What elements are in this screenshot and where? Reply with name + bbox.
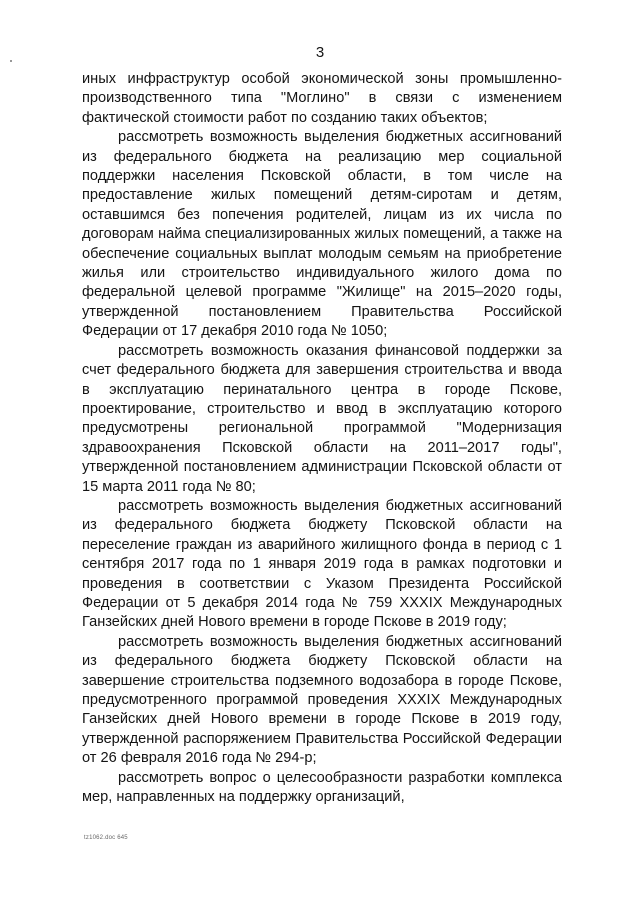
paragraph-2: рассмотреть возможность выделения бюджетных ассигнований из федерального бюджета на реализацию мер социальной поддержки населения Псковской области, в том числе на предоставление жилых помещений детям-сиротам и детям, оставшимся без попечения родителей, лицам из их числа по договорам найма специализированных жилых помещений, а также на обеспечение социальных выплат молодым семьям на приобретение жилья или строительство индивидуального жилого дома по федеральной целевой программе "Жилище" на 2015–2020 годы, утвержденной постановлением Правительства Российской Федерации от 17 декабря 2010 года № 1050; — [82, 129, 562, 340]
paragraph-4: рассмотреть возможность выделения бюджетных ассигнований из федерального бюджета бюджету Псковской области на переселение граждан из аварийного жилищного фонда в период с 1 сентября 2017 года по 1 января 2019 года в рамках подготовки и проведения в соответствии с Указом Президента Российской Федерации от 5 декабря 2014 года № 759 XXXIX Международных Ганзейских дней Нового времени в городе Пскове в 2019 году; — [82, 497, 562, 631]
paragraph-6: рассмотреть вопрос о целесообразности разработки комплекса мер, направленных на поддержку организаций, — [82, 769, 562, 806]
file-footer: tz1062.doc 645 — [84, 835, 128, 841]
paragraph-1: иных инфраструктур особой экономической зоны промышленно-производственного типа "Моглино" в связи с изменением фактической стоимости работ по созданию таких объектов; — [82, 71, 562, 126]
document-body — [82, 70, 562, 807]
page-number: 3 — [315, 44, 325, 61]
paragraph-3: рассмотреть возможность оказания финансовой поддержки за счет федерального бюджета для завершения строительства и ввода в эксплуатацию перинатального центра в городе Пскове, проектирование, строительство и ввод в эксплуатацию которого предусмотрены региональной программой "Модернизация здравоохранения Псковской области на 2011–2017 годы", утвержденной постановлением администрации Псковской области от 15 марта 2011 года № 80; — [82, 342, 562, 495]
paragraph-5: рассмотреть возможность выделения бюджетных ассигнований из федерального бюджета бюджету Псковской области на завершение строительства подземного водозабора в городе Пскове, предусмотренного программой проведения XXXIX Международных Ганзейских дней Нового времени в городе Пскове в 2019 году, утвержденной распоряжением Правительства Российской Федерации от 26 февраля 2016 года № 294-р; — [82, 633, 562, 767]
